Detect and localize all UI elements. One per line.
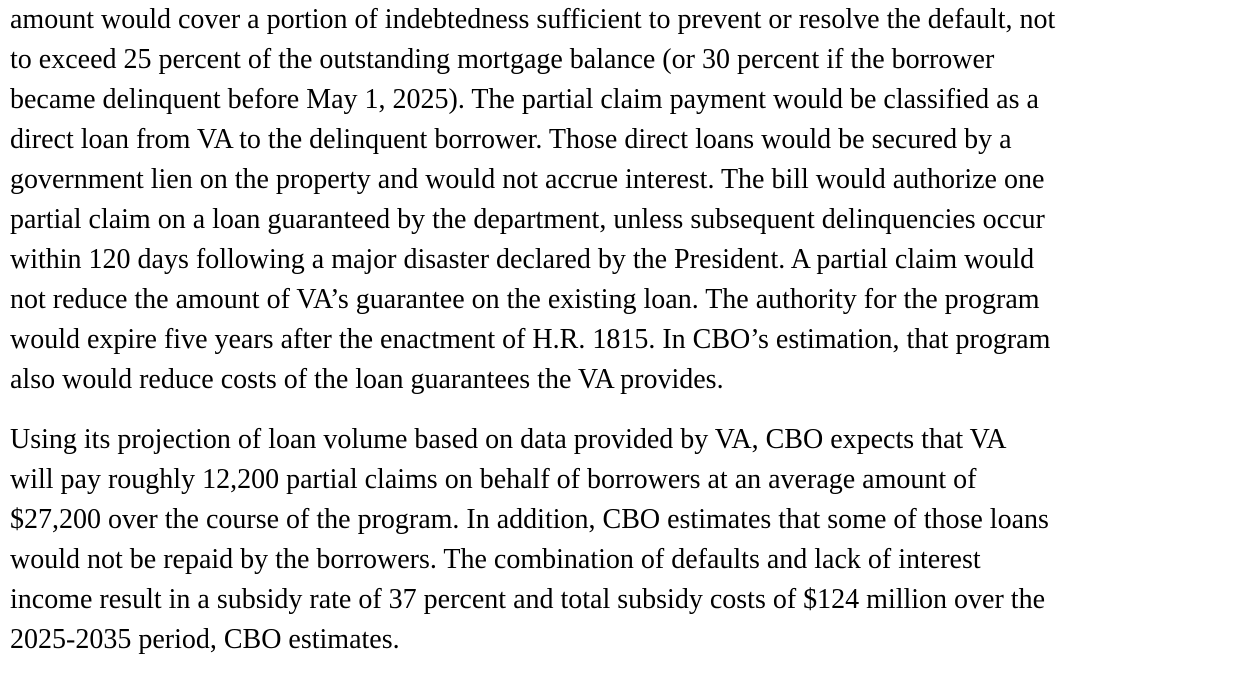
text-line: became delinquent before May 1, 2025). The partial claim payment would be classified as a — [10, 84, 1039, 115]
text-line: government lien on the property and would not accrue interest. The bill would authorize one — [10, 164, 1045, 195]
text-line: income result in a subsidy rate of 37 percent and total subsidy costs of $124 million over the — [10, 584, 1046, 615]
text-line: within 120 days following a major disaster declared by the President. A partial claim would — [10, 244, 1035, 275]
text-line: would expire five years after the enactment of H.R. 1815. In CBO’s estimation, that program — [10, 324, 1051, 355]
text-line: Using its projection of loan volume based on data provided by VA, CBO expects that VA — [10, 424, 1007, 455]
text-line: partial claim on a loan guaranteed by the department, unless subsequent delinquencies occur — [10, 204, 1045, 235]
paragraph-partial-claim-terms — [10, 0, 1245, 400]
text-line: not reduce the amount of VA’s guarantee on the existing loan. The authority for the program — [10, 284, 1040, 315]
text-line: direct loan from VA to the delinquent borrower. Those direct loans would be secured by a — [10, 124, 1012, 155]
text-line: $27,200 over the course of the program. In addition, CBO estimates that some of those loans — [10, 504, 1049, 535]
text-line: also would reduce costs of the loan guarantees the VA provides. — [10, 364, 724, 395]
text-line: 2025-2035 period, CBO estimates. — [10, 624, 400, 655]
text-line: will pay roughly 12,200 partial claims on behalf of borrowers at an average amount of — [10, 464, 977, 495]
text-line: would not be repaid by the borrowers. The combination of defaults and lack of interest — [10, 544, 981, 575]
paragraph-cbo-estimate — [10, 420, 1245, 660]
text-line: to exceed 25 percent of the outstanding mortgage balance (or 30 percent if the borrower — [10, 44, 995, 75]
text-line: amount would cover a portion of indebtedness sufficient to prevent or resolve the default, not — [10, 4, 1056, 35]
document-body — [10, 0, 1245, 660]
